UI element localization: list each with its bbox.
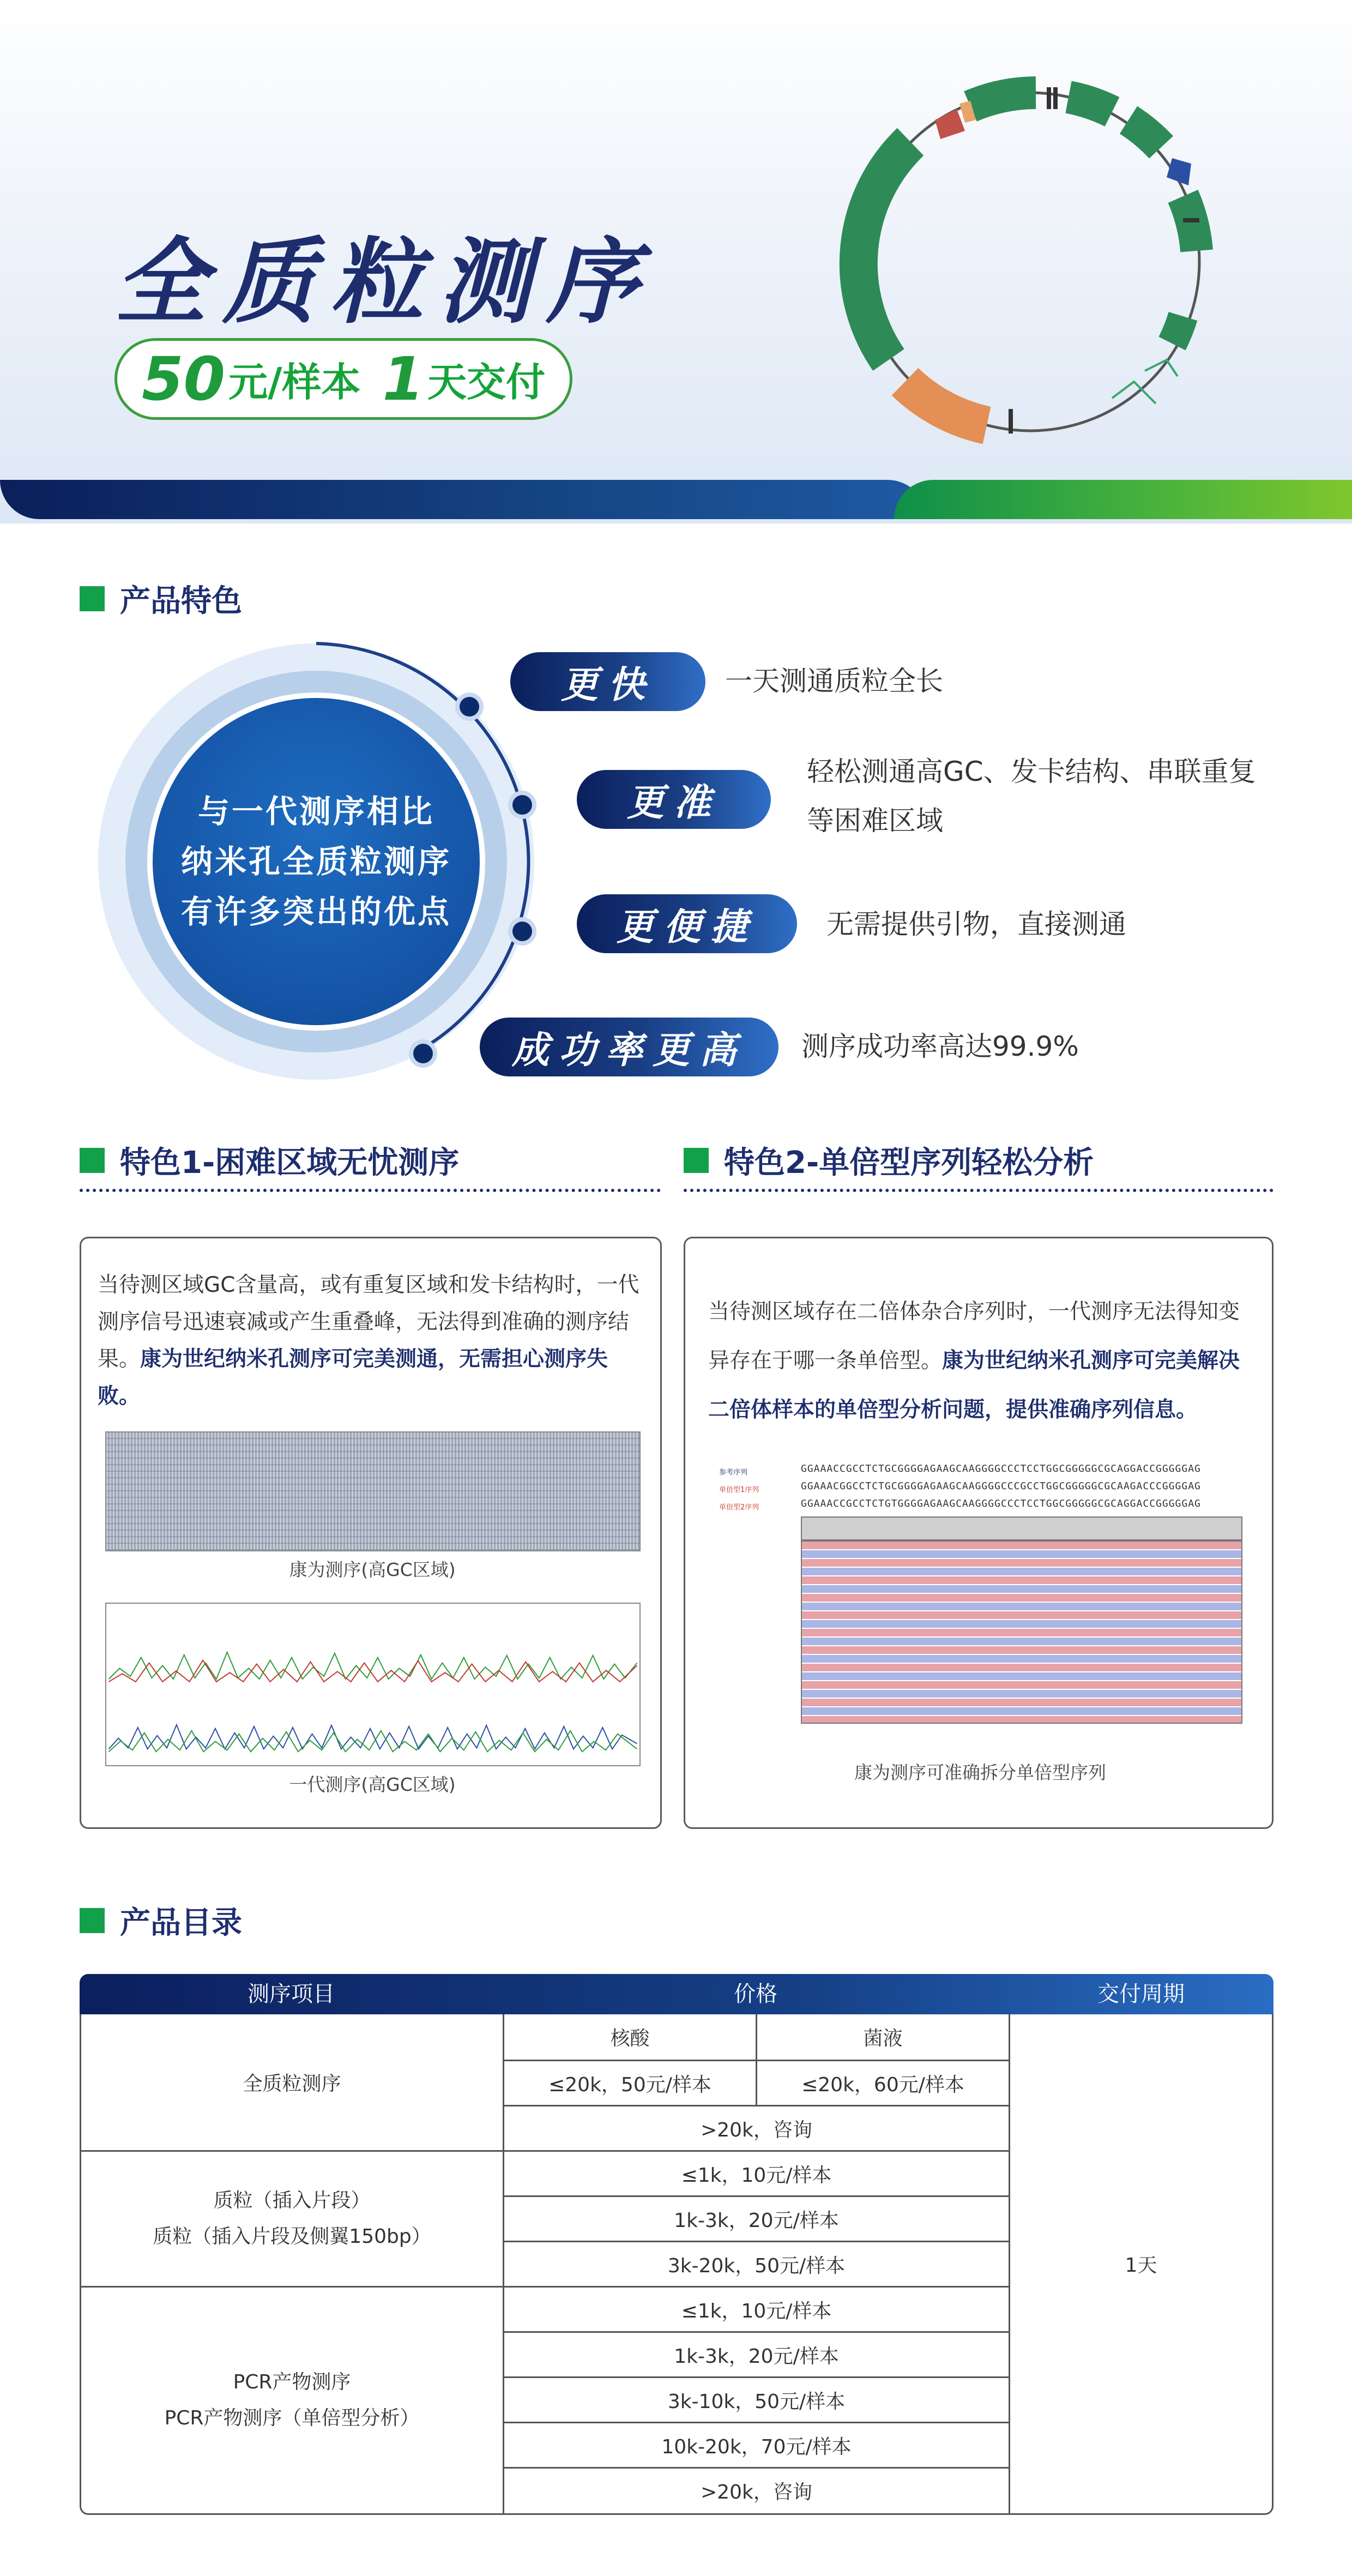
caption-sanger: 一代测序(高GC区域) xyxy=(289,1774,456,1795)
circle-line-2: 纳米孔全质粒测序 xyxy=(180,843,451,880)
plasmid-map-illustration xyxy=(807,55,1254,469)
feature1-description: 当待测区域GC含量高，或有重复区域和发卡结构时，一代测序信号迅速衰减或产生重叠峰，无法得到准确的测序结果。康为世纪纳米孔测序可完美测通，无需担心测序失败。 xyxy=(98,1273,639,1409)
badge-more-accurate: 更准 xyxy=(577,770,771,829)
feature-dot-4 xyxy=(413,1044,433,1063)
table-body xyxy=(80,2014,1273,2515)
coverage-track xyxy=(801,1516,1242,1540)
col-header-delivery: 交付周期 xyxy=(1097,1982,1185,2007)
price-g3-3: 3k-10k，50元/样本 xyxy=(667,2390,846,2413)
badge-more-convenient: 更便捷 xyxy=(577,894,797,953)
heading-square-icon xyxy=(80,586,105,611)
price-g2-3: 3k-20k，50元/样本 xyxy=(667,2254,846,2277)
delivery-value: 1天 xyxy=(1125,2254,1157,2277)
hero-banner xyxy=(0,0,1352,523)
hap2-seq: GGAAACCGCCTCTGTGGGGAGAAGCAAGGGGCCCTCCTGGCGGGGGCGCAGGACCGGGGGAG xyxy=(801,1498,1201,1509)
price-pill xyxy=(114,338,572,420)
caption-haplotype: 康为测序可准确拆分单倍型序列 xyxy=(854,1762,1106,1783)
price-number: 50 xyxy=(142,344,226,414)
feature1-card xyxy=(80,1237,662,1829)
row-name-pcr-product: PCR产物测序 PCR产物测序（单倍型分析） xyxy=(164,2371,420,2429)
circle-line-3: 有许多突出的优点 xyxy=(180,893,451,930)
heading-square-icon xyxy=(684,1148,709,1173)
sanger-trace-image xyxy=(105,1603,641,1766)
feature-text-convenient: 无需提供引物，直接测通 xyxy=(826,908,1126,940)
feature-dot-2 xyxy=(512,795,532,815)
price-g1-over: >20k，咨询 xyxy=(701,2118,812,2141)
price-g2-1: ≤1k，10元/样本 xyxy=(681,2164,832,2187)
circle-line-1: 与一代测序相比 xyxy=(197,793,434,830)
haplotype-alignment-image xyxy=(719,1462,1259,1746)
feature-text-accurate: 轻松测通高GC、发卡结构、串联重复 等困难区域 xyxy=(807,756,1256,836)
col-header-price: 价格 xyxy=(734,1982,777,2007)
heading-square-icon xyxy=(80,1148,105,1173)
reads-pileup xyxy=(801,1540,1242,1724)
header-blue-band xyxy=(0,480,927,519)
feature-text-faster: 一天测通质粒全长 xyxy=(725,665,943,697)
features-heading: 产品特色 xyxy=(80,577,242,621)
table-header xyxy=(80,1974,1273,2014)
hap2-seq-label: 单倍型2序列 xyxy=(719,1503,759,1512)
feature2-description: 当待测区域存在二倍体杂合序列时，一代测序无法得知变异存在于哪一条单倍型。康为世纪纳米孔测序可完美解决二倍体样本的单倍型分析问题，提供准确序列信息。 xyxy=(708,1299,1240,1422)
feature2-card xyxy=(684,1237,1273,1829)
badge-higher-success: 成功率更高 xyxy=(480,1018,778,1076)
price-unit: 元/样本 xyxy=(228,359,361,405)
ref-seq-label: 参考序列 xyxy=(719,1468,748,1477)
page-title: 全质粒测序 xyxy=(114,227,655,336)
feature-dot-3 xyxy=(512,922,532,941)
feature2-divider xyxy=(684,1189,1273,1192)
badge-faster: 更快 xyxy=(510,652,705,711)
price-g3-1: ≤1k，10元/样本 xyxy=(681,2300,832,2322)
price-g3-4: 10k-20k，70元/样本 xyxy=(661,2435,852,2458)
ref-seq: GGAAACCGCCTCTGCGGGGAGAAGCAAGGGGCCCTCCTGGCGGGGGCGCAGGACCGGGGGAG xyxy=(801,1463,1201,1474)
caption-nanopore: 康为测序(高GC区域) xyxy=(289,1559,456,1580)
heading-square-icon xyxy=(80,1908,105,1933)
price-g1-nucleic: ≤20k，50元/样本 xyxy=(548,2073,711,2096)
feature2-heading: 特色2-单倍型序列轻松分析 xyxy=(684,1139,1094,1182)
subheader-nucleic: 核酸 xyxy=(610,2027,650,2050)
feature-dot-1 xyxy=(460,697,479,717)
row-name-whole-plasmid: 全质粒测序 xyxy=(243,2073,341,2095)
header-green-band xyxy=(894,480,1352,519)
catalog-heading: 产品目录 xyxy=(80,1899,242,1942)
subheader-bacteria: 菌液 xyxy=(863,2027,903,2050)
row-name-plasmid-insert: 质粒（插入片段） 质粒（插入片段及侧翼150bp） xyxy=(153,2189,431,2248)
feature1-heading: 特色1-困难区域无忧测序 xyxy=(80,1139,459,1182)
price-g1-bacteria: ≤20k，60元/样本 xyxy=(801,2073,964,2096)
col-header-item: 测序项目 xyxy=(248,1982,335,2007)
price-g2-2: 1k-3k，20元/样本 xyxy=(674,2209,839,2232)
feature-text-success: 测序成功率高达99.9% xyxy=(801,1031,1079,1062)
price-g3-2: 1k-3k，20元/样本 xyxy=(674,2345,839,2368)
hap1-seq: GGAAACGGCCTCTGCGGGGAGAAGCAAGGGGCCCGCCTGGCGGGGGCGCAAGACCCGGGGAG xyxy=(801,1480,1201,1492)
delivery-number: 1 xyxy=(382,344,424,414)
hap1-seq-label: 单倍型1序列 xyxy=(719,1486,759,1494)
price-g3-5: >20k，咨询 xyxy=(701,2481,812,2503)
feature1-divider xyxy=(80,1189,661,1192)
delivery-unit: 天交付 xyxy=(427,359,545,405)
nanopore-alignment-image xyxy=(105,1431,641,1551)
